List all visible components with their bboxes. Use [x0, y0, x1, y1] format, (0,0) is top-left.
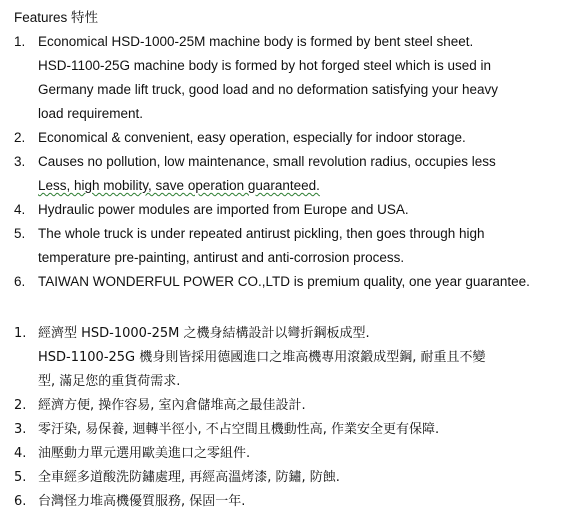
item-number: 6. — [14, 274, 26, 289]
text-line: load requirement. — [38, 106, 144, 121]
item-text — [38, 466, 573, 490]
english-feature-list — [0, 30, 588, 294]
item-text — [38, 418, 573, 442]
text-line: 型, 滿足您的重貨荷需求. — [38, 374, 181, 389]
list-item — [0, 222, 588, 270]
item-number: 4. — [14, 202, 26, 217]
list-item — [0, 394, 588, 418]
list-item — [0, 466, 588, 490]
text-line: HSD-1100-25G 機身則皆採用德國進口之堆高機專用滾鍛成型鋼, 耐重且不變 — [38, 350, 486, 365]
text-line: The whole truck is under repeated antirust pickling, then goes through high — [38, 226, 485, 241]
item-number: 2. — [14, 398, 27, 413]
text-line: 零汙染, 易保養, 迴轉半徑小, 不占空間且機動性高, 作業安全更有保障. — [38, 422, 440, 437]
item-text — [38, 198, 573, 222]
text-line: 油壓動力單元選用歐美進口之零組件. — [38, 446, 251, 461]
item-text — [38, 490, 573, 514]
text-line: HSD-1100-25G machine body is formed by hot forged steel which is used in — [38, 58, 491, 73]
text-line: 全車經多道酸洗防鏽處理, 再經高溫烤漆, 防鏽, 防蝕. — [38, 470, 340, 485]
list-item — [0, 322, 588, 394]
item-text — [38, 442, 573, 466]
list-item — [0, 150, 588, 198]
list-item — [0, 418, 588, 442]
list-item — [0, 490, 588, 514]
text-line: TAIWAN WONDERFUL POWER CO.,LTD is premium quality, one year guarantee. — [38, 274, 530, 289]
chinese-feature-list — [0, 322, 588, 514]
list-item — [0, 270, 588, 294]
features-heading: Features 特性 — [14, 10, 99, 25]
item-number: 4. — [14, 446, 27, 461]
item-text — [38, 30, 573, 126]
text-line: Germany made lift truck, good load and no deformation satisfying your heavy — [38, 82, 498, 97]
item-text — [38, 222, 573, 270]
text-line: Economical HSD-1000-25M machine body is formed by bent steel sheet. — [38, 34, 474, 49]
text-line: temperature pre-painting, antirust and anti-corrosion process. — [38, 250, 405, 265]
list-item — [0, 442, 588, 466]
item-text — [38, 270, 573, 294]
list-item — [0, 198, 588, 222]
item-number: 6. — [14, 494, 27, 509]
item-text — [38, 394, 573, 418]
text-line: Hydraulic power modules are imported from Europe and USA. — [38, 202, 409, 217]
item-text — [38, 322, 573, 394]
item-number: 1. — [14, 326, 27, 341]
text-line: Causes no pollution, low maintenance, small revolution radius, occupies less — [38, 154, 496, 169]
item-number: 1. — [14, 34, 26, 49]
item-number: 2. — [14, 130, 26, 145]
text-line: 經濟型 HSD-1000-25M 之機身結構設計以彎折鋼板成型. — [38, 326, 370, 341]
text-line: Economical & convenient, easy operation, especially for indoor storage. — [38, 130, 466, 145]
list-item — [0, 126, 588, 150]
item-number: 3. — [14, 154, 26, 169]
list-item — [0, 30, 588, 126]
text-line: 經濟方便, 操作容易, 室內倉儲堆高之最佳設計. — [38, 398, 306, 413]
item-number: 5. — [14, 470, 27, 485]
item-text — [38, 126, 573, 150]
item-text — [38, 150, 573, 198]
text-line: Less, high mobility, save operation guaranteed. — [38, 178, 320, 193]
text-line: 台灣怪力堆高機優質服務, 保固一年. — [38, 494, 246, 509]
item-number: 5. — [14, 226, 26, 241]
item-number: 3. — [14, 422, 27, 437]
